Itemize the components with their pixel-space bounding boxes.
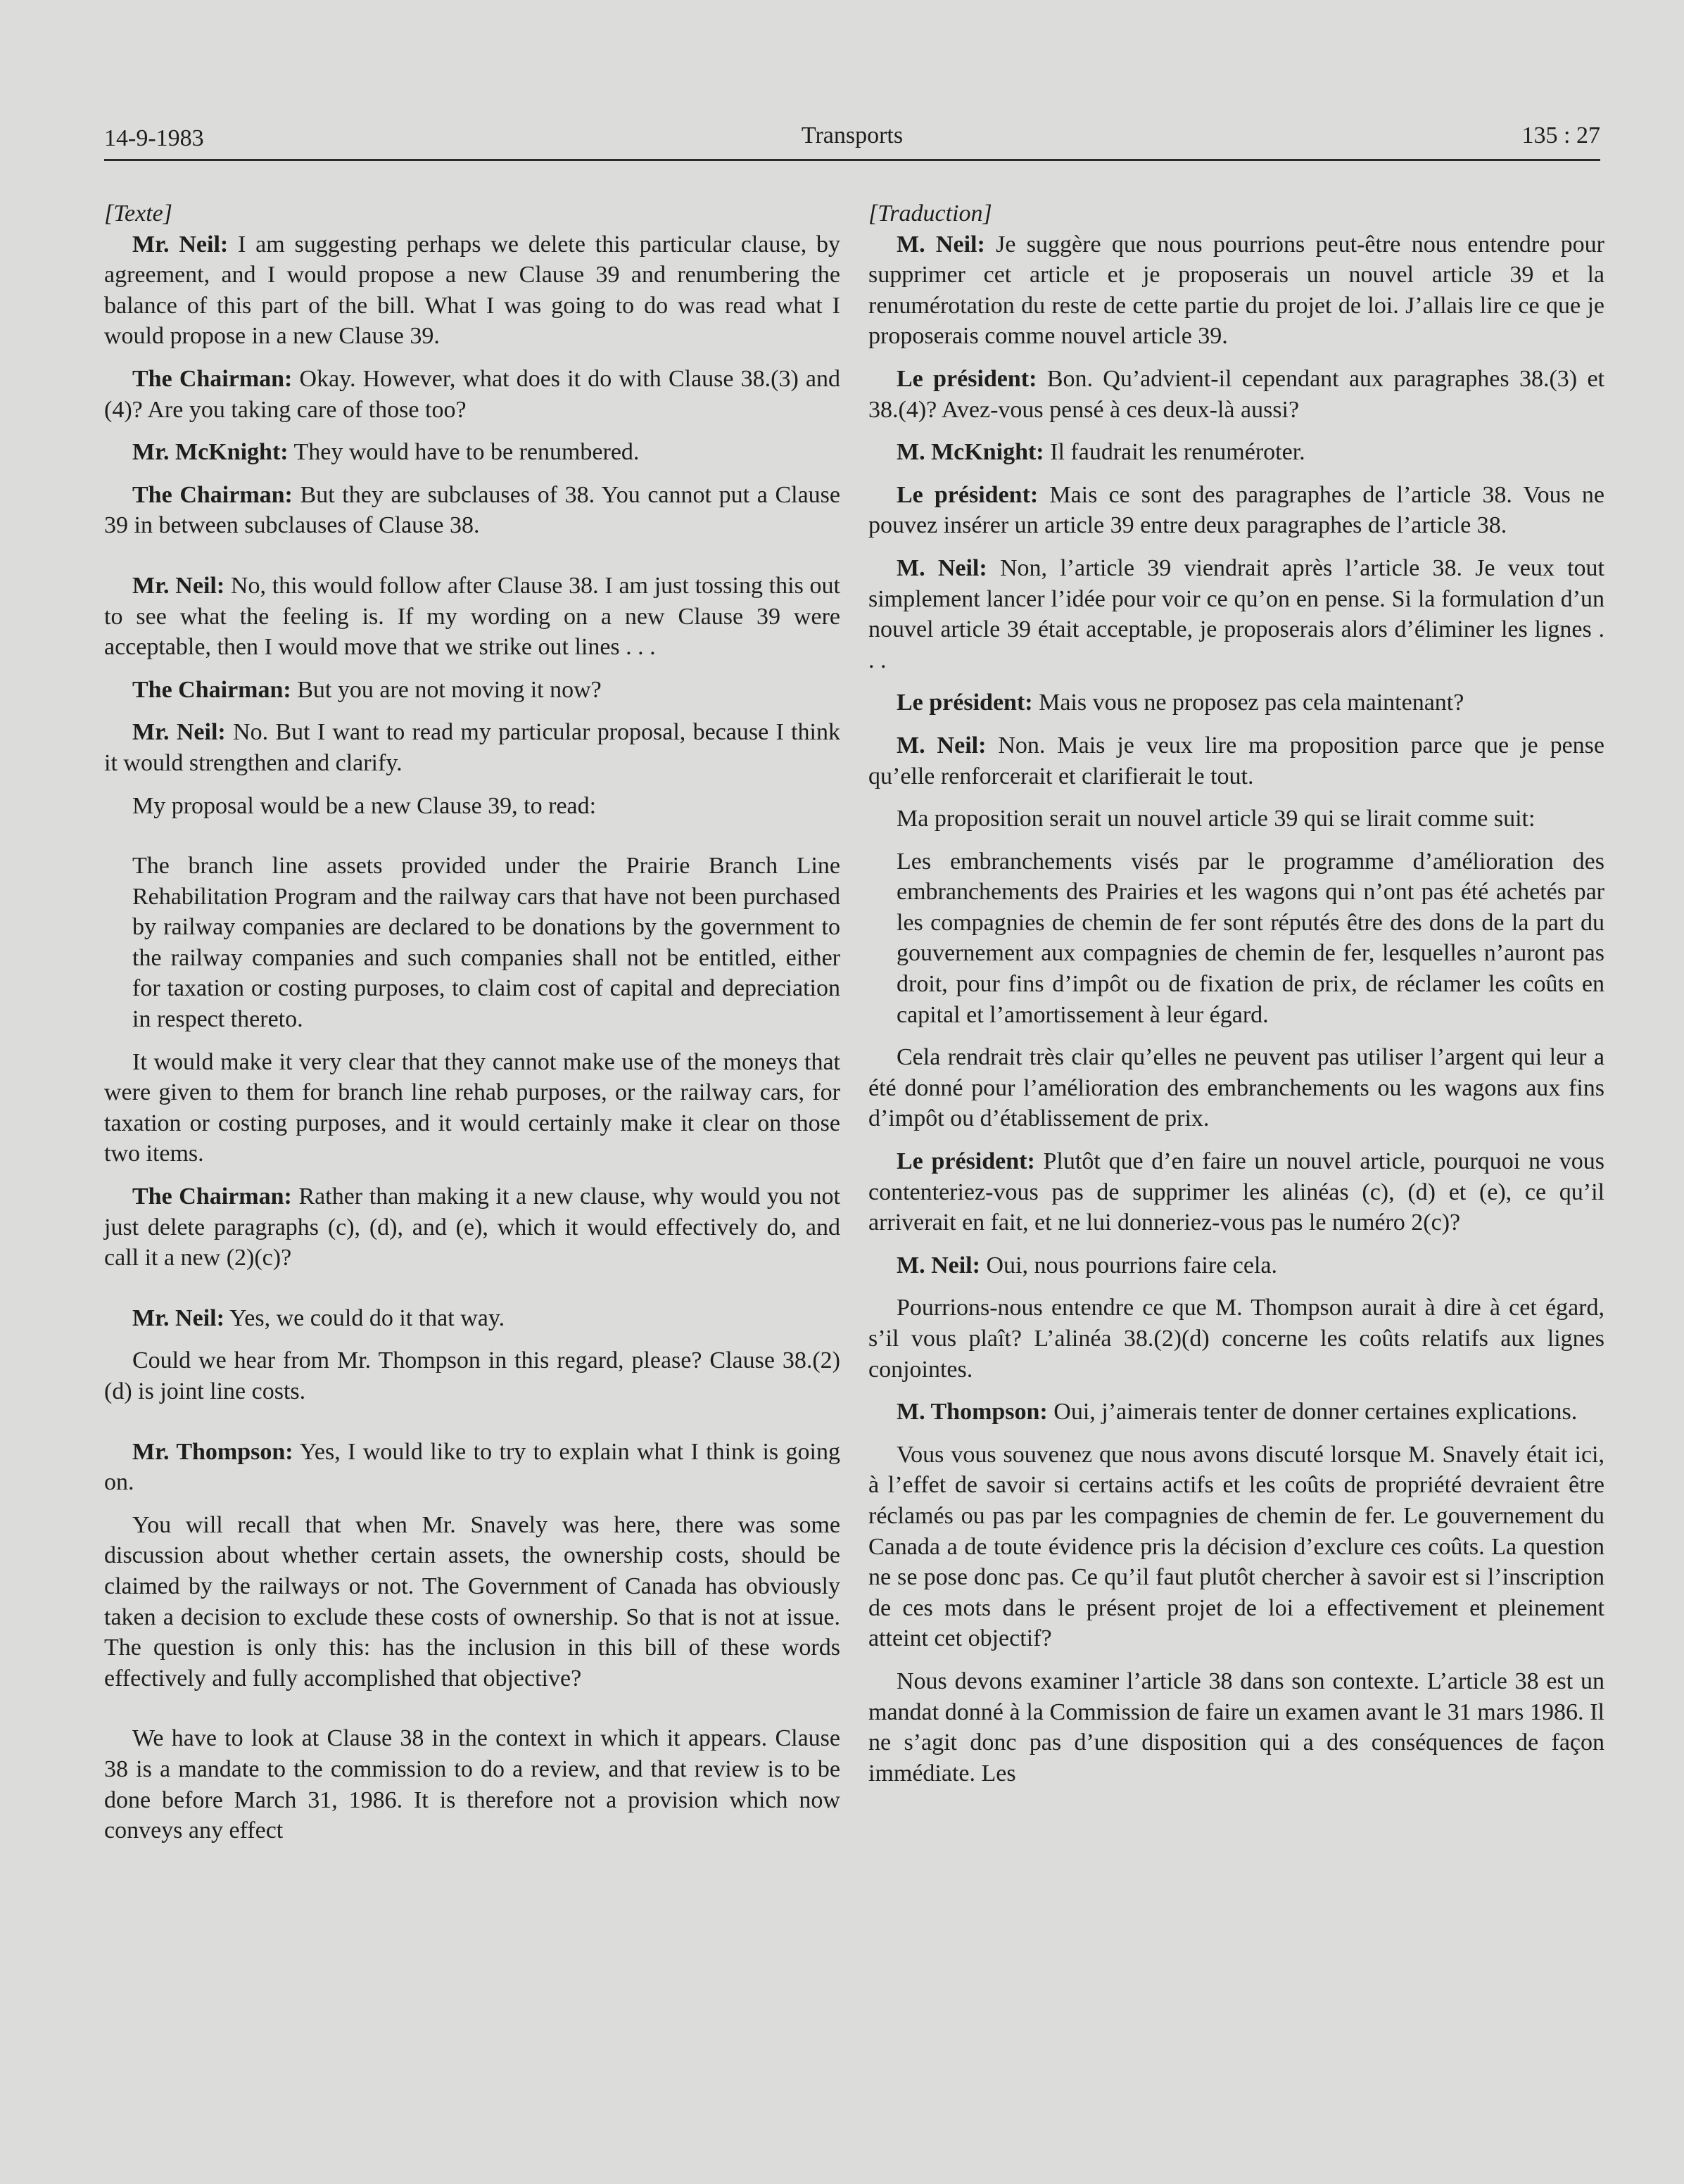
speaker-name: M. McKnight:: [897, 439, 1044, 466]
paragraph-text: Mais vous ne proposez pas cela maintenant?: [1032, 690, 1464, 716]
paragraph: [104, 480, 840, 541]
paragraph: [868, 730, 1604, 792]
paragraph: [868, 364, 1604, 425]
paragraph-text: Bon. Qu’advient-il cependant aux paragraphes 38.(3) et 38.(4)? Avez-vous pensé à ces deux-là aussi?: [868, 365, 1604, 423]
paragraph-text: Oui, j’aimerais tenter de donner certaines explications.: [1047, 1399, 1578, 1426]
paragraph: [104, 1510, 840, 1694]
header-rule: [104, 159, 1600, 161]
speaker-name: Mr. Neil:: [132, 719, 226, 746]
paragraph: [868, 553, 1604, 675]
paragraph-text: The branch line assets provided under the Prairie Branch Line Rehabilitation Program and the railway cars that have not been purchased by railway companies are declared to be donations by the government to the railway companies and such companies shall not be entitled, either for taxation or costing purposes, to claim cost of capital and depreciation in respect thereto.: [132, 853, 840, 1033]
paragraph-text: But they are subclauses of 38. You cannot put a Clause 39 in between subclauses of Clause 38.: [104, 481, 841, 539]
speaker-name: M. Neil:: [897, 554, 987, 581]
column-label: [104, 198, 840, 229]
quoted-proposal: [104, 851, 840, 1035]
paragraph: [104, 1303, 840, 1334]
header-page-number: 135 : 27: [1521, 122, 1600, 148]
paragraph-text: Could we hear from Mr. Thompson in this regard, please? Clause 38.(2)(d) is joint line costs.: [104, 1347, 840, 1404]
column-label-text: [Texte]: [104, 201, 172, 227]
paragraph: [104, 571, 840, 663]
paragraph: [868, 804, 1604, 834]
column-label-text: [Traduction]: [868, 201, 992, 227]
paragraph: [868, 1666, 1604, 1789]
paragraph: [104, 675, 840, 706]
speaker-name: M. Neil:: [897, 1252, 980, 1278]
paragraph-text: It would make it very clear that they cannot make use of the moneys that were given to them for branch line rehab purposes, or the railway cars, for taxation or costing purposes, and it would certainly make it clear on those two items.: [104, 1048, 840, 1167]
paragraph: [104, 1437, 840, 1498]
paragraph-text: Je suggère que nous pourrions peut-être nous entendre pour supprimer cet article et je proposerais un nouvel article 39 et la renumérotation du reste de cette partie du projet de loi. J’allais lire ce que je proposerais comme nouvel article 39.: [868, 231, 1604, 350]
paragraph-text: No. But I want to read my particular proposal, because I think it would strengthen and clarify.: [104, 719, 840, 776]
speaker-name: M. Thompson:: [897, 1399, 1048, 1426]
english-column: [104, 198, 840, 1858]
paragraph: [868, 1293, 1604, 1385]
paragraph: [104, 717, 840, 778]
paragraph-text: Non. Mais je veux lire ma proposition parce que je pense qu’elle renforcerait et clarifierait le tout.: [868, 732, 1605, 789]
paragraph-text: Les embranchements visés par le programme d’amélioration des embranchements des Prairies et les wagons qui n’ont pas été achetés par les compagnies de chemin de fer sont réputés être des dons de la part du gouvernement aux compagnies de chemin de fer, lesquelles n’auront pas droit, pour fins d’impôt ou de fixation de prix, de réclamer les coûts en capital et l’amortissement à leur égard.: [897, 848, 1604, 1028]
speaker-name: M. Neil:: [897, 732, 987, 758]
paragraph: [868, 1146, 1604, 1238]
speaker-name: Mr. Neil:: [132, 572, 225, 599]
paragraph-text: Vous vous souvenez que nous avons discuté lorsque M. Snavely était ici, à l’effet de savoir si certains actifs et les coûts de propriété devraient être réclamés ou pas par les compagnies de chemin de fer. Le gouvernement du Canada a de toute évidence pris la décision d’exclure ces coûts. La question ne se pose donc pas. Ce qu’il faut plutôt chercher à savoir est si l’inscription de ces mots dans le présent projet de loi a effectivement et pleinement atteint cet objectif?: [868, 1441, 1604, 1652]
speaker-name: Le président:: [897, 690, 1033, 716]
paragraph: [104, 229, 840, 352]
speaker-name: Mr. Neil:: [132, 231, 229, 258]
paragraph-text: Cela rendrait très clair qu’elles ne peuvent pas utiliser l’argent qui leur a été donné pour l’amélioration des embranchements ou les wagons aux fins d’impôt ou d’établissement de prix.: [868, 1044, 1604, 1132]
paragraph-text: We have to look at Clause 38 in the context in which it appears. Clause 38 is a mandate to the commission to do a review, and that review is to be done before March 31, 1986. It is therefore not a provision which now conveys any effect: [104, 1725, 840, 1844]
paragraph: [104, 1345, 840, 1407]
paragraph: [104, 364, 840, 425]
paragraph-text: But you are not moving it now?: [291, 676, 602, 703]
paragraph-text: You will recall that when Mr. Snavely was here, there was some discussion about whether certain assets, the ownership costs, should be claimed by the railways or not. The Government of Canada has obviously taken a decision to exclude these costs of ownership. So that is not at issue. The question is only this: has the inclusion in this bill of these words effectively and fully accomplished that objective?: [104, 1511, 840, 1691]
speaker-name: M. Neil:: [897, 231, 985, 258]
paragraph: [104, 1723, 840, 1846]
paragraph: [104, 437, 840, 468]
paragraph: [868, 1250, 1604, 1281]
paragraph-text: Oui, nous pourrions faire cela.: [980, 1252, 1277, 1278]
paragraph: [868, 1397, 1604, 1428]
paragraph-text: Okay. However, what does it do with Clause 38.(3) and (4)? Are you taking care of those too?: [104, 365, 840, 423]
paragraph: [868, 480, 1604, 541]
paragraph: [104, 1047, 840, 1169]
paragraph-text: Il faudrait les renuméroter.: [1044, 439, 1305, 466]
paragraph-text: Yes, we could do it that way.: [224, 1304, 505, 1331]
paragraph-text: I am suggesting perhaps we delete this particular clause, by agreement, and I would propose a new Clause 39 and renumbering the balance of this part of the bill. What I was going to do was read what I would propose in a new Clause 39.: [104, 231, 840, 350]
paragraph: [868, 437, 1604, 468]
french-column: [868, 198, 1604, 1801]
speaker-name: Le président:: [897, 365, 1037, 392]
paragraph-text: Ma proposition serait un nouvel article 39 qui se lirait comme suit:: [897, 806, 1536, 832]
speaker-name: Le président:: [897, 1148, 1035, 1175]
speaker-name: The Chairman:: [132, 365, 293, 392]
paragraph: [868, 1042, 1604, 1134]
paragraph-text: Mais ce sont des paragraphes de l’article 38. Vous ne pouvez insérer un article 39 entre deux paragraphes de l’article 38.: [868, 481, 1605, 539]
speaker-name: Mr. McKnight:: [132, 439, 289, 466]
speaker-name: The Chairman:: [132, 1183, 292, 1210]
speaker-name: The Chairman:: [132, 481, 293, 508]
paragraph-text: No, this would follow after Clause 38. I am just tossing this out to see what the feeling is. If my wording on a new Clause 39 were acceptable, then I would move that we strike out lines . . .: [104, 572, 840, 661]
speaker-name: Mr. Neil:: [132, 1304, 224, 1331]
header-title: Transports: [801, 122, 904, 148]
paragraph: [868, 1440, 1604, 1654]
paragraph: [104, 791, 840, 822]
paragraph-text: They would have to be renumbered.: [288, 439, 640, 466]
paragraph-text: Nous devons examiner l’article 38 dans son contexte. L’article 38 est un mandat donné à la Commission de faire un examen avant le 31 mars 1986. Il ne s’agit donc pas d’une disposition qui a des conséquences de façon immédiate. Les: [868, 1668, 1604, 1786]
paragraph-text: Non, l’article 39 viendrait après l’article 38. Je veux tout simplement lancer l’idée pour voir ce qu’on en pense. Si la formulation d’un nouvel article 39 était acceptable, je proposerais alors d’éliminer les lignes . . .: [868, 554, 1605, 673]
page-header: [104, 120, 1600, 163]
paragraph-text: Pourrions-nous entendre ce que M. Thompson aurait à dire à cet égard, s’il vous plaît? L’alinéa 38.(2)(d) concerne les coûts relatifs aux lignes conjointes.: [868, 1295, 1604, 1383]
speaker-name: Mr. Thompson:: [132, 1438, 293, 1465]
speaker-name: The Chairman:: [132, 676, 291, 703]
header-date: 14-9-1983: [104, 125, 204, 151]
column-label: [868, 198, 1604, 229]
paragraph: [868, 687, 1604, 718]
speaker-name: Le président:: [897, 481, 1039, 508]
quoted-proposal: [868, 846, 1604, 1031]
paragraph: [868, 229, 1604, 352]
paragraph-text: Yes, I would like to try to explain what I think is going on.: [104, 1438, 841, 1496]
paragraph: [104, 1181, 840, 1274]
paragraph-text: My proposal would be a new Clause 39, to read:: [132, 792, 597, 819]
paragraph-text: Rather than making it a new clause, why would you not just delete paragraphs (c), (d), and (e), which it would effectively do, and call it a new (2)(c)?: [104, 1183, 840, 1271]
paragraph-text: Plutôt que d’en faire un nouvel article, pourquoi ne vous contenteriez-vous pas de supprimer les alinéas (c), (d) et (e), ce qu’il arriverait en fait, et ne lui donneriez-vous pas le numéro 2(c)?: [868, 1148, 1605, 1236]
